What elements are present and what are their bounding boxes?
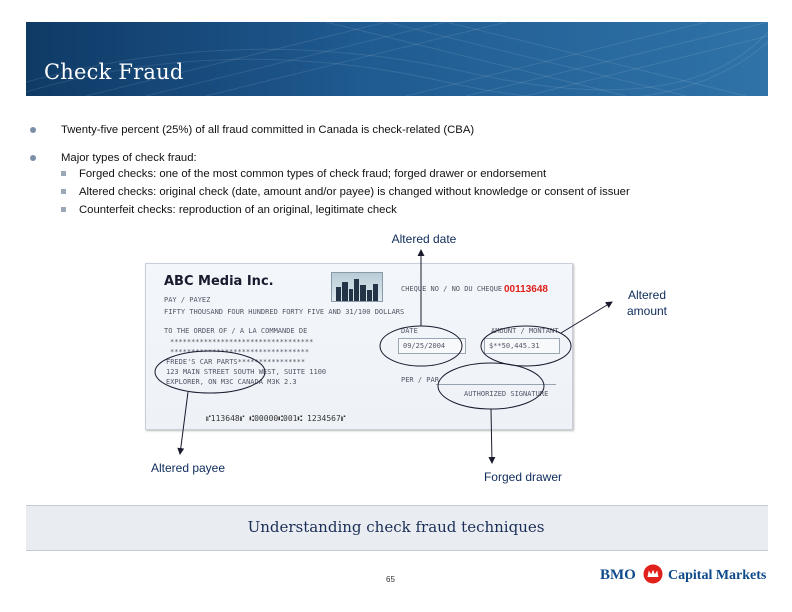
micr-line: ⑈113648⑈ ⑆00000⑆001⑆ 1234567⑈: [206, 414, 346, 423]
sample-check: [145, 263, 573, 430]
bullet-dot: [30, 127, 36, 133]
title-banner: [26, 22, 768, 96]
page-title: Check Fraud: [44, 60, 184, 84]
signature-line: [436, 384, 556, 385]
amount-label: AMOUNT / MONTANT: [491, 327, 559, 335]
bullet-text: Twenty-five percent (25%) of all fraud committed in Canada is check-related (CBA): [61, 124, 475, 136]
slide-caption: Understanding check fraud techniques: [247, 518, 545, 536]
check-number-label: CHEQUE NO / NO DU CHEQUE: [401, 285, 503, 293]
forged-drawer-label: Forged drawer: [483, 470, 563, 484]
pay-amount-words: FIFTY THOUSAND FOUR HUNDRED FORTY FIVE AND 31/100 DOLLARS: [164, 308, 405, 316]
altered-amount-label-line2: amount: [626, 304, 668, 318]
per-label: PER / PAR: [401, 376, 439, 384]
altered-date-label: Altered date: [391, 232, 457, 246]
capital-markets-wordmark: Capital Markets: [668, 568, 767, 583]
sub-bullet-text: Altered checks: original check (date, amount and/or payee) is changed without knowledge or consent of issuer: [79, 186, 630, 198]
altered-amount-label-line1: Altered: [627, 288, 667, 302]
date-field: [398, 338, 466, 354]
sub-bullet-text: Forged checks: one of the most common types of check fraud; forged drawer or endorsement: [79, 168, 547, 180]
payee-line: EXPLORER, ON M3C CANADA M3K 2.3: [166, 378, 297, 386]
bmo-wordmark: BMO: [600, 567, 636, 583]
payee-label: TO THE ORDER OF / A LA COMMANDE DE: [164, 327, 308, 335]
amount-field: [484, 338, 560, 354]
bullet-text: Major types of check fraud:: [61, 152, 197, 164]
payee-line: FREDE'S CAR PARTS****************: [166, 358, 306, 366]
check-company-name: ABC Media Inc.: [164, 274, 274, 289]
sub-bullet-square: [61, 171, 66, 176]
sub-bullet-square: [61, 189, 66, 194]
sub-bullet-text: Counterfeit checks: reproduction of an original, legitimate check: [79, 204, 397, 216]
payee-line: **********************************: [170, 338, 314, 346]
date-value: 09/25/2004: [403, 342, 446, 350]
city-skyline-logo: [331, 272, 383, 302]
pay-label: PAY / PAYEZ: [164, 296, 211, 304]
altered-payee-label: Altered payee: [150, 461, 226, 475]
check-number: 00113648: [504, 284, 548, 295]
amount-value: $**50,445.31: [489, 342, 540, 350]
bmo-roundel-icon: [643, 564, 663, 589]
payee-line: 123 MAIN STREET SOUTH WEST, SUITE 1100: [166, 368, 327, 376]
authorized-signature-label: AUTHORIZED SIGNATURE: [464, 390, 549, 398]
banner-pattern: [26, 22, 768, 96]
page-number: 65: [386, 575, 395, 584]
bullet-dot: [30, 155, 36, 161]
payee-line: *********************************: [170, 348, 310, 356]
date-label: DATE: [401, 327, 418, 335]
sub-bullet-square: [61, 207, 66, 212]
